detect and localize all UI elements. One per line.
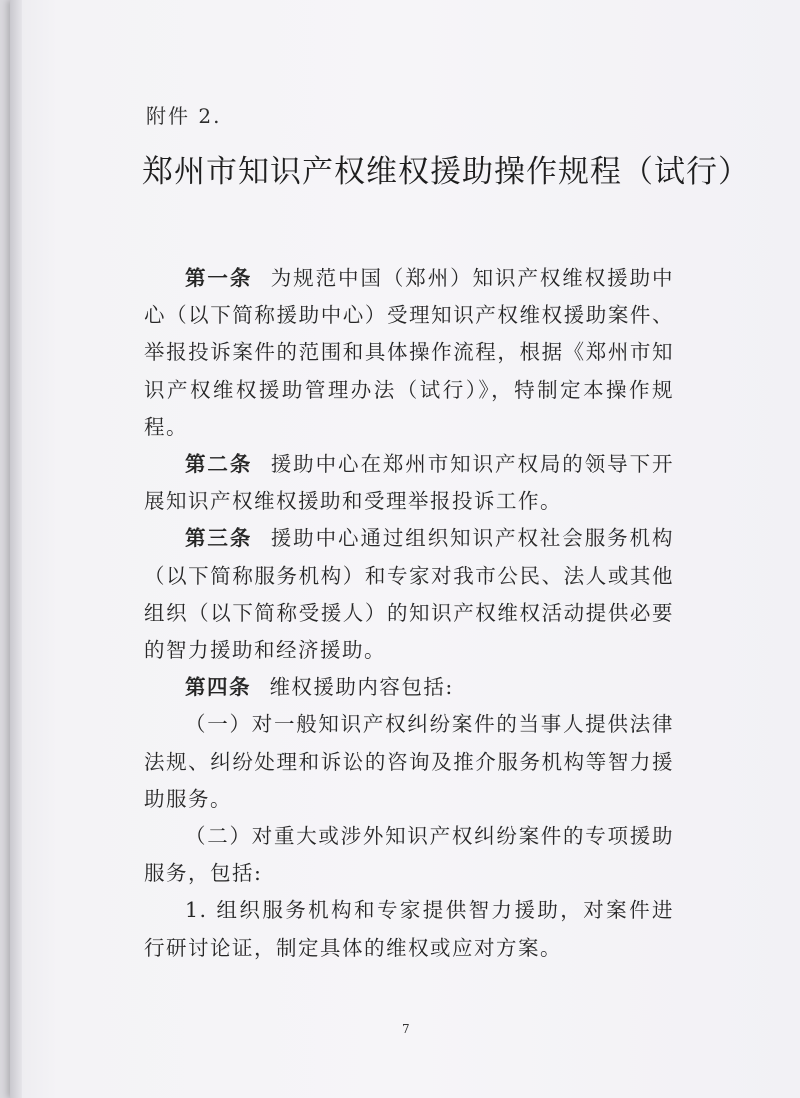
article-2	[144, 446, 674, 520]
article-text: 援助中心在郑州市知识产权局的领导下开展知识产权维权援助和受理举报投诉工作。	[144, 452, 675, 514]
page-number: 7	[402, 1022, 410, 1036]
article-label: 第一条	[185, 266, 253, 290]
article-text: 维权援助内容包括:	[269, 675, 454, 700]
article-4	[144, 669, 674, 706]
page-fold-shadow	[10, 0, 22, 1098]
attachment-label: 附件 2.	[146, 104, 222, 128]
item-3: 1. 组织服务机构和专家提供智力援助，对案件进行研讨论证，制定具体的维权或应对方案。	[144, 898, 674, 960]
article-label: 第四条	[185, 675, 251, 700]
document-body	[144, 260, 674, 967]
article-text: 为规范中国（郑州）知识产权维权援助中心（以下简称援助中心）受理知识产权维权援助案件、举报投诉案件的范围和具体操作流程，根据《郑州市知识产权维权援助管理办法（试行）》，特制定本操作规程。	[144, 266, 675, 439]
article-3	[144, 520, 674, 669]
article-text: 援助中心通过组织知识产权社会服务机构（以下简称服务机构）和专家对我市公民、法人或其他组织（以下简称受援人）的知识产权维权活动提供必要的智力援助和经济援助。	[144, 526, 675, 663]
article-label: 第三条	[185, 526, 253, 551]
article-label: 第二条	[185, 452, 253, 477]
item-2: （二）对重大或涉外知识产权纠纷案件的专项援助服务，包括:	[144, 824, 674, 886]
document-title: 郑州市知识产权维权援助操作规程（试行）	[142, 154, 750, 190]
item-1: （一）对一般知识产权纠纷案件的当事人提供法律法规、纠纷处理和诉讼的咨询及推介服务机构等智力援助服务。	[144, 712, 674, 811]
article-1	[144, 260, 674, 446]
document-page	[10, 0, 800, 1098]
